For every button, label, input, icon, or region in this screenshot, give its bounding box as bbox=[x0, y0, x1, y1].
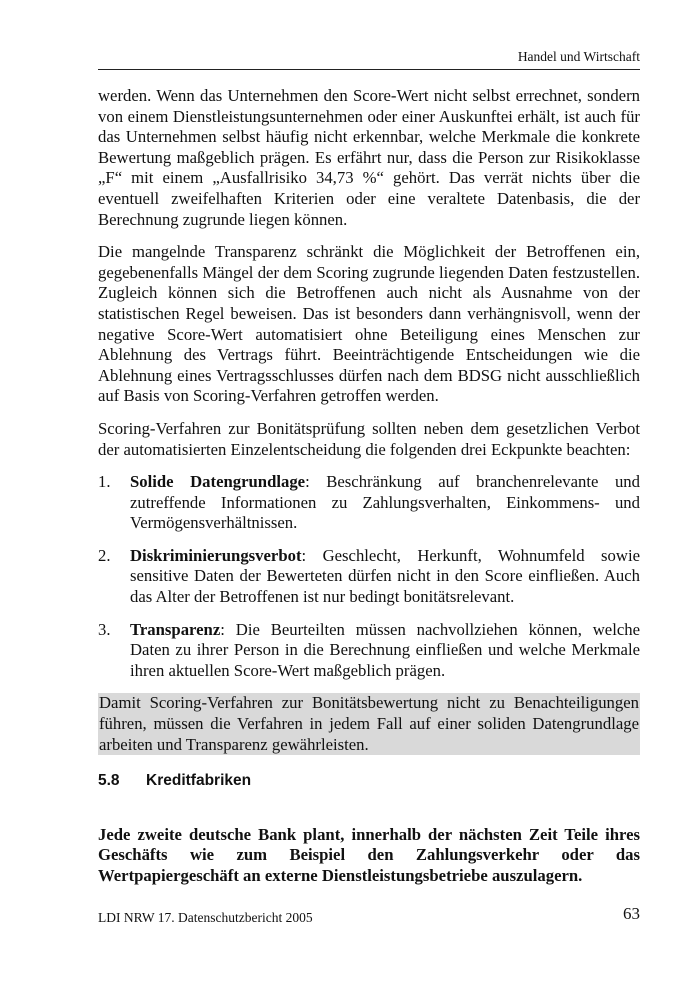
summary-highlight-box: Damit Scoring-Verfahren zur Bonitätsbewertung nicht zu Benachteiligungen führen, müssen die Verfahren in jedem Fall auf einer soliden Datengrundlage arbeiten und Transparenz gewährleisten. bbox=[99, 693, 639, 754]
list-term: Solide Datengrundlage bbox=[130, 472, 306, 492]
paragraph-1: werden. Wenn das Unternehmen den Score-Wert nicht selbst errechnet, sondern von einem Dienstleistungsunternehmen oder einer Auskunftei erhält, ist auch für das Unternehmen selbst häufig nicht erkennbar, welche Merkmale die konkrete Bewertung maßgeblich prägen. Es erfährt nur, dass die Person zur Risikoklasse „F“ mit einem „Ausfallrisiko 34,73 %“ gehört. Das verrät nichts über die eventuell zweifelhaften Kriterien oder eine veraltete Datenbasis, die der Berechnung zugrunde liegen können. bbox=[98, 86, 640, 229]
section-title: Kreditfabriken bbox=[146, 772, 252, 789]
list-text: : Beschränkung auf branchenrelevante und zutreffende Informationen zu Zahlungsverhalten, Einkommens- und Vermögensverhältnissen. bbox=[130, 472, 640, 533]
list-term: Transparenz bbox=[130, 619, 221, 639]
section-number: 5.8 bbox=[98, 772, 120, 789]
section-lead: Jede zweite deutsche Bank plant, innerhalb der nächsten Zeit Teile ihres Geschäfts wie zum Beispiel den Zahlungsverkehr oder das Wertpapiergeschäft an externe Dienstleistungsbetriebe auszulagern. bbox=[98, 824, 640, 885]
paragraph-3: Scoring-Verfahren zur Bonitätsprüfung sollten neben dem gesetzlichen Verbot der automatisierten Einzelentscheidung die folgenden drei Eckpunkte beachten: bbox=[98, 418, 640, 459]
footer-source: LDI NRW 17. Datenschutzbericht 2005 bbox=[98, 910, 313, 925]
list-item bbox=[98, 472, 640, 534]
list-number: 2. bbox=[98, 545, 111, 565]
list-term: Diskriminierungsverbot bbox=[130, 545, 302, 565]
list-number: 3. bbox=[98, 619, 111, 639]
paragraph-2: Die mangelnde Transparenz schränkt die Möglichkeit der Betroffenen ein, gegebenenfalls Mängel der dem Scoring zugrunde liegenden Daten festzustellen. Zugleich können sich die Betroffenen auch nicht als Ausnahme von der statistischen Regel beweisen. Das ist besonders dann verhängnisvoll, wenn der negative Score-Wert automatisiert ohne Beteiligung eines Menschen zur Ablehnung des Vertrags führt. Beeinträchtigende Entscheidungen wie die Ablehnung eines Vertragsschlusses dürfen nach dem BDSG nicht ausschließlich auf Basis von Scoring-Verfahren getroffen werden. bbox=[98, 242, 640, 406]
criteria-list bbox=[98, 472, 640, 681]
list-number: 1. bbox=[98, 472, 111, 492]
body-text bbox=[98, 86, 640, 755]
list-item bbox=[98, 620, 640, 682]
page-number: 63 bbox=[623, 904, 640, 923]
section-heading bbox=[98, 772, 251, 790]
list-text: : Geschlecht, Herkunft, Wohnumfeld sowie sensitive Daten der Bewerteten dürfen nicht in den Score einfließen. Auch das Alter der Betroffenen ist nur bedingt bonitätsrelevant. bbox=[130, 545, 640, 607]
list-text: : Die Beurteilten müssen nachvollziehen können, welche Daten zu ihrer Person in die Berechnung einfließen und welche Merkmale ihren aktuellen Score-Wert maßgeblich prägen. bbox=[130, 619, 640, 680]
header-rule bbox=[98, 69, 640, 70]
list-item bbox=[98, 546, 640, 608]
running-header: Handel und Wirtschaft bbox=[517, 49, 640, 64]
